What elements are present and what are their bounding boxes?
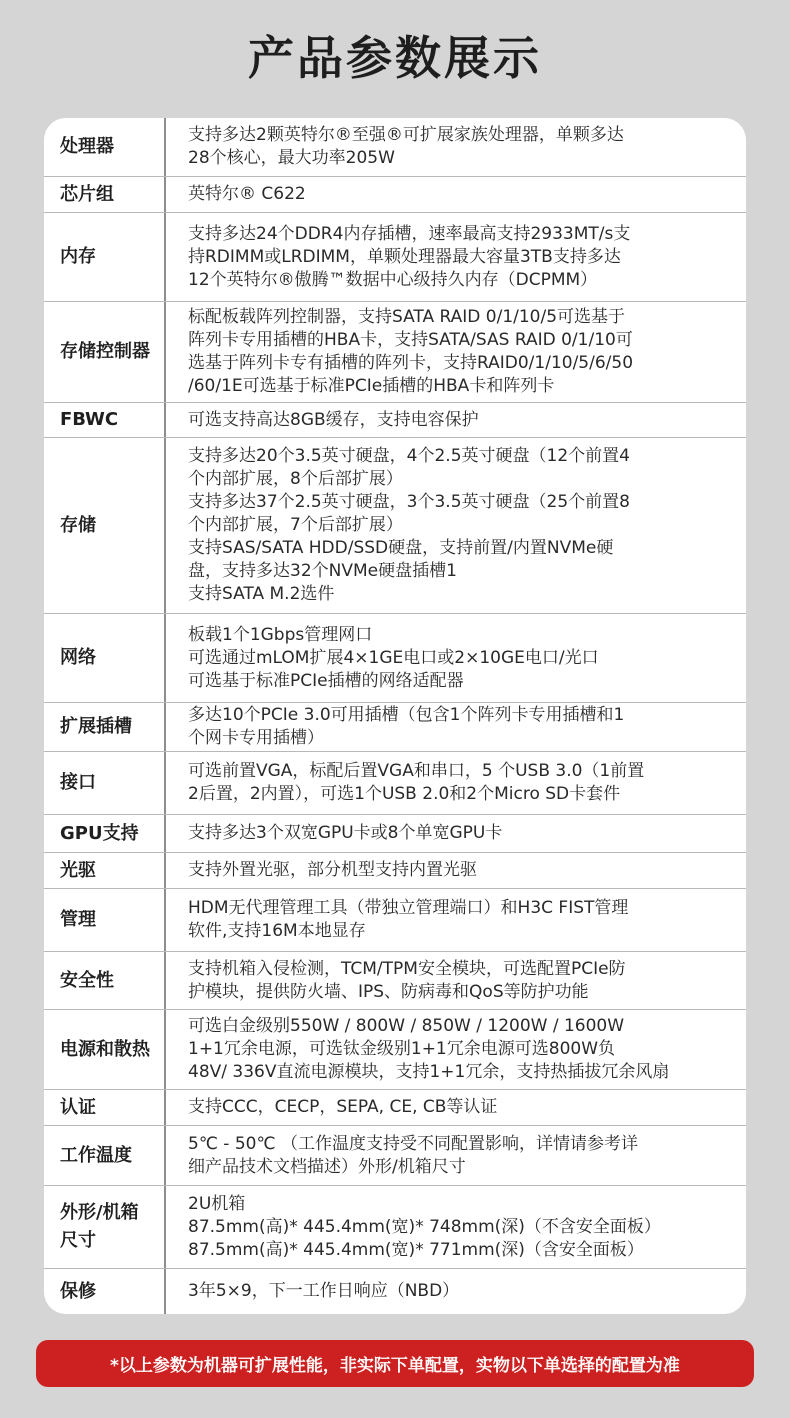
spec-label: 工作温度 bbox=[44, 1126, 166, 1185]
spec-value: 英特尔® C622 bbox=[188, 184, 306, 204]
spec-row-storage bbox=[44, 438, 746, 614]
spec-row-fbwc bbox=[44, 403, 746, 438]
spec-value: 板载1个1Gbps管理网口 可选通过mLOM扩展4×1GE电口或2×10GE电口/光口 可选基于标准PCIe插槽的网络适配器 bbox=[188, 624, 599, 691]
spec-row-storage-controller bbox=[44, 302, 746, 403]
spec-value: 支持多达24个DDR4内存插槽，速率最高支持2933MT/s支 持RDIMM或LRDIMM，单颗处理器最大容量3TB支持多达 12个英特尔®傲腾™数据中心级持久内存（DCPMM） bbox=[188, 223, 631, 290]
spec-row-expansion-slots bbox=[44, 703, 746, 752]
spec-value: 支持多达20个3.5英寸硬盘，4个2.5英寸硬盘（12个前置4 个内部扩展，8个后部扩展） 支持多达37个2.5英寸硬盘，3个3.5英寸硬盘（25个前置8 个内部扩展，7个后部扩展） 支持SAS/SATA HDD/SSD硬盘，支持前置/内置NVMe硬 盘，支持多达32个NVMe硬盘插槽1 支持SATA M.2选件 bbox=[188, 446, 630, 604]
spec-value: 5℃ - 50℃ （工作温度支持受不同配置影响，详情请参考详 细产品技术文档描述）外形/机箱尺寸 bbox=[188, 1133, 638, 1177]
spec-value: 支持CCC，CECP，SEPA, CE, CB等认证 bbox=[188, 1097, 498, 1117]
spec-value: 可选前置VGA，标配后置VGA和串口，5 个USB 3.0（1前置 2后置，2内置），可选1个USB 2.0和2个Micro SD卡套件 bbox=[188, 761, 645, 804]
spec-value: 支持多达3个双宽GPU卡或8个单宽GPU卡 bbox=[188, 823, 503, 843]
spec-row-form-factor bbox=[44, 1186, 746, 1269]
spec-label: 保修 bbox=[44, 1269, 166, 1314]
spec-label: 内存 bbox=[44, 213, 166, 301]
spec-row-gpu bbox=[44, 815, 746, 853]
spec-value: 支持外置光驱，部分机型支持内置光驱 bbox=[188, 860, 477, 880]
spec-label: 外形/机箱 尺寸 bbox=[44, 1186, 166, 1268]
spec-label: 存储 bbox=[44, 438, 166, 613]
spec-value: 3年5×9，下一工作日响应（NBD） bbox=[188, 1281, 460, 1301]
spec-label: 管理 bbox=[44, 889, 166, 951]
spec-row-certification bbox=[44, 1090, 746, 1126]
spec-row-memory bbox=[44, 213, 746, 302]
spec-value: 支持机箱入侵检测，TCM/TPM安全模块，可选配置PCIe防 护模块，提供防火墙、IPS、防病毒和QoS等防护功能 bbox=[188, 958, 626, 1002]
spec-value: 支持多达2颗英特尔®至强®可扩展家族处理器，单颗多达 28个核心，最大功率205W bbox=[188, 125, 624, 168]
spec-row-warranty bbox=[44, 1269, 746, 1314]
spec-value: 2U机箱 87.5mm(高)* 445.4mm(宽)* 748mm(深)（不含安全面板） 87.5mm(高)* 445.4mm(宽)* 771mm(深)（含安全面板） bbox=[188, 1193, 661, 1260]
spec-row-optical-drive bbox=[44, 853, 746, 889]
spec-row-processor bbox=[44, 118, 746, 177]
spec-label: GPU支持 bbox=[44, 815, 166, 852]
spec-value: 可选白金级别550W / 800W / 850W / 1200W / 1600W 1+1冗余电源，可选钛金级别1+1冗余电源可选800W负 48V/ 336V直流电源模块，支持1+1冗余，支持热插拔冗余风扇 bbox=[188, 1016, 670, 1082]
page-title: 产品参数展示 bbox=[248, 31, 542, 85]
spec-value: HDM无代理管理工具（带独立管理端口）和H3C FIST管理 软件,支持16M本地显存 bbox=[188, 898, 629, 941]
spec-label: 电源和散热 bbox=[44, 1010, 166, 1089]
spec-value: 标配板载阵列控制器，支持SATA RAID 0/1/10/5可选基于 阵列卡专用插槽的HBA卡，支持SATA/SAS RAID 0/1/10可 选基于阵列卡专有插槽的阵列卡，支持RAID0/1/10/5/6/50 /60/1E可选基于标准PCIe插槽的HBA卡和阵列卡 bbox=[188, 307, 634, 396]
spec-label: FBWC bbox=[44, 403, 166, 437]
spec-label: 芯片组 bbox=[44, 177, 166, 212]
disclaimer-banner: *以上参数为机器可扩展性能，非实际下单配置，实物以下单选择的配置为准 bbox=[36, 1340, 754, 1387]
spec-label: 网络 bbox=[44, 614, 166, 702]
spec-row-network bbox=[44, 614, 746, 703]
spec-label: 接口 bbox=[44, 752, 166, 814]
spec-label: 认证 bbox=[44, 1090, 166, 1125]
spec-row-security bbox=[44, 952, 746, 1010]
spec-label: 光驱 bbox=[44, 853, 166, 888]
spec-row-interfaces bbox=[44, 752, 746, 815]
spec-label: 扩展插槽 bbox=[44, 703, 166, 751]
spec-table bbox=[44, 118, 746, 1314]
spec-label: 安全性 bbox=[44, 952, 166, 1009]
spec-row-management bbox=[44, 889, 746, 952]
spec-label: 处理器 bbox=[44, 118, 166, 176]
spec-value: 可选支持高达8GB缓存，支持电容保护 bbox=[188, 409, 479, 430]
spec-row-operating-temperature bbox=[44, 1126, 746, 1186]
spec-value: 多达10个PCIe 3.0可用插槽（包含1个阵列卡专用插槽和1 个网卡专用插槽） bbox=[188, 705, 625, 748]
spec-row-chipset bbox=[44, 177, 746, 213]
spec-label: 存储控制器 bbox=[44, 302, 166, 402]
spec-row-power-cooling bbox=[44, 1010, 746, 1090]
